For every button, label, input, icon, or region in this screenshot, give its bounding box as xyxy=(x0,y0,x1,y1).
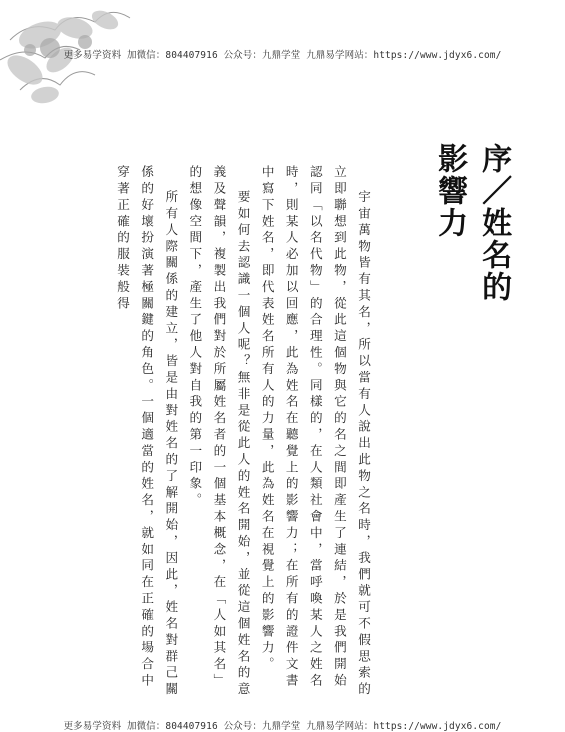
flower-decoration xyxy=(0,0,150,130)
body-text xyxy=(85,165,375,705)
page-title: 序／姓名的影響力 xyxy=(432,143,512,303)
paragraph: 所有人際關係的建立，皆是由對姓名的了解開始，因此，姓名對群己關係的好壞扮演著極關鍵的角色。一個適當的姓名，就如同在正確的場合中穿著正確的服裝般得 xyxy=(115,165,179,699)
paragraph: 要如何去認識一個人呢？無非是從此人的姓名開始，並從這個姓名的意義及聲韻，複製出我們對於所屬姓名者的一個基本概念，在「人如其名」的想像空間下，產生了他人對自我的第一印象。 xyxy=(187,165,251,699)
watermark-top: 更多易学资料 加微信：804407916 公众号：九鼎学堂 九鼎易学网站：https://www.jdyx6.com/ xyxy=(63,50,502,61)
watermark-bottom: 更多易学资料 加微信：804407916 公众号：九鼎学堂 九鼎易学网站：https://www.jdyx6.com/ xyxy=(63,721,502,732)
paragraph: 宇宙萬物皆有其名，所以當有人說出此物之名時，我們就可不假思索的立即聯想到此物，從此這個物與它的名之間即產生了連結，於是我們開始認同「以名代物」的合理性。同樣的，在人類社會中，當呼喚某人之姓名時，則某人必加以回應，此為姓名在聽覺上的影響力；在所有的證件文書中寫下姓名，即代表姓名所有人的力量，此為姓名在視覺上的影響力。 xyxy=(259,165,371,699)
